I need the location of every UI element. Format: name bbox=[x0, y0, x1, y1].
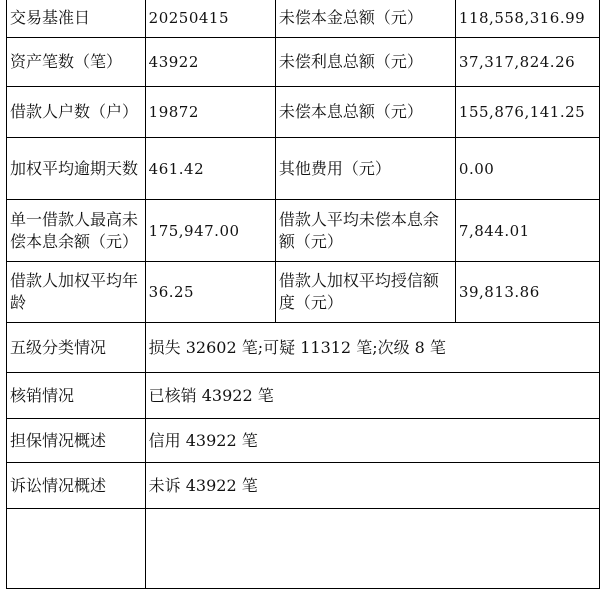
row-label bbox=[7, 509, 146, 589]
row-value: 信用 43922 笔 bbox=[145, 419, 599, 463]
row-label: 未偿利息总额（元） bbox=[275, 38, 455, 87]
row-label: 核销情况 bbox=[7, 373, 146, 419]
row-label: 借款人户数（户） bbox=[7, 87, 146, 138]
table-row bbox=[7, 509, 600, 589]
row-value bbox=[145, 509, 599, 589]
row-label: 借款人加权平均年龄 bbox=[7, 262, 146, 323]
row-value: 175,947.00 bbox=[145, 200, 275, 262]
row-value: 37,317,824.26 bbox=[455, 38, 599, 87]
row-label: 单一借款人最高未偿本息余额（元） bbox=[7, 200, 146, 262]
row-label: 借款人平均未偿本息余额（元） bbox=[275, 200, 455, 262]
row-label: 借款人加权平均授信额度（元） bbox=[275, 262, 455, 323]
row-label: 担保情况概述 bbox=[7, 419, 146, 463]
asset-summary-table bbox=[6, 0, 600, 589]
row-value: 7,844.01 bbox=[455, 200, 599, 262]
row-value: 20250415 bbox=[145, 0, 275, 38]
row-value: 155,876,141.25 bbox=[455, 87, 599, 138]
row-value: 118,558,316.99 bbox=[455, 0, 599, 38]
row-label: 五级分类情况 bbox=[7, 323, 146, 373]
row-label: 其他费用（元） bbox=[275, 138, 455, 200]
row-value: 损失 32602 笔;可疑 11312 笔;次级 8 笔 bbox=[145, 323, 599, 373]
row-value: 未诉 43922 笔 bbox=[145, 463, 599, 509]
table-row bbox=[7, 38, 600, 87]
table-row bbox=[7, 463, 600, 509]
row-value: 0.00 bbox=[455, 138, 599, 200]
row-label: 未偿本息总额（元） bbox=[275, 87, 455, 138]
table-row bbox=[7, 373, 600, 419]
row-label: 资产笔数（笔） bbox=[7, 38, 146, 87]
row-value: 36.25 bbox=[145, 262, 275, 323]
table-row bbox=[7, 262, 600, 323]
row-value: 43922 bbox=[145, 38, 275, 87]
table-row bbox=[7, 323, 600, 373]
table-row bbox=[7, 200, 600, 262]
row-label: 交易基准日 bbox=[7, 0, 146, 38]
row-label: 未偿本金总额（元） bbox=[275, 0, 455, 38]
table-row bbox=[7, 138, 600, 200]
row-label: 诉讼情况概述 bbox=[7, 463, 146, 509]
row-value: 19872 bbox=[145, 87, 275, 138]
row-value: 已核销 43922 笔 bbox=[145, 373, 599, 419]
table-row bbox=[7, 0, 600, 38]
row-value: 39,813.86 bbox=[455, 262, 599, 323]
table-row bbox=[7, 87, 600, 138]
row-label: 加权平均逾期天数 bbox=[7, 138, 146, 200]
table-row bbox=[7, 419, 600, 463]
row-value: 461.42 bbox=[145, 138, 275, 200]
